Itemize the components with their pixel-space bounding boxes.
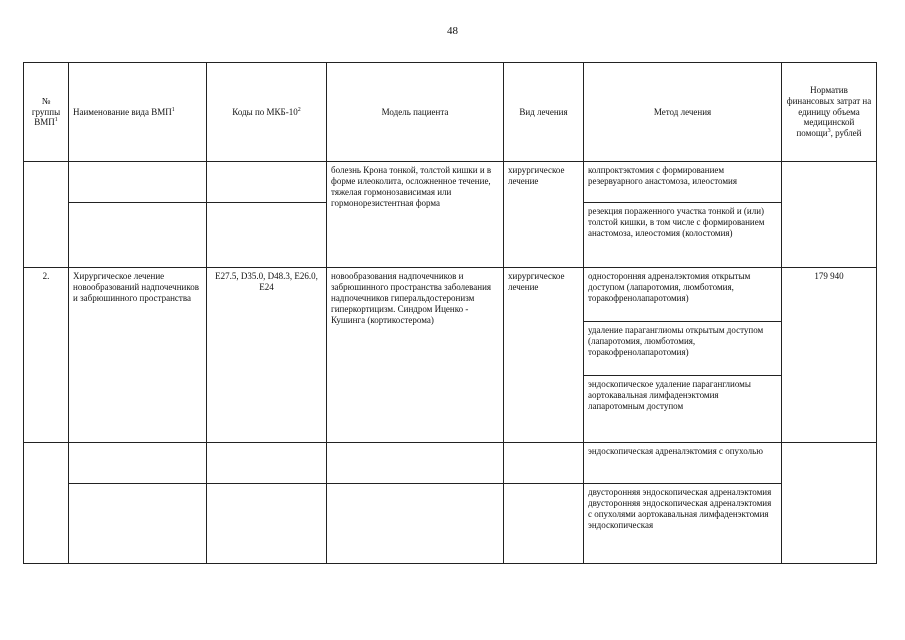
cell-codes bbox=[207, 162, 327, 203]
cell-treatment-method: колпроктэктомия с формированием резервуарного анастомоза, илеостомия bbox=[584, 162, 782, 203]
cell-patient-model: новообразования надпочечников и забрюшинного пространства заболевания надпочечников гиперальдостеронизм гиперкортицизм. Синдром Иценко - Кушинга (кортикостерома) bbox=[327, 268, 504, 443]
page-number: 48 bbox=[447, 25, 458, 37]
cell-codes bbox=[207, 443, 327, 484]
cell-norm bbox=[782, 443, 877, 564]
cell-norm bbox=[782, 162, 877, 268]
cell-treatment-method: удаление параганглиомы открытым доступом (лапаротомия, люмботомия, торакофренолапаротомия) bbox=[584, 322, 782, 376]
vmp-table bbox=[23, 62, 877, 564]
cell-group-no: 2. bbox=[24, 268, 69, 443]
cell-codes bbox=[207, 203, 327, 268]
header-group-no: № группы ВМП$^1$ bbox=[24, 63, 69, 162]
table-row bbox=[24, 484, 877, 564]
cell-patient-model bbox=[327, 484, 504, 564]
table-row bbox=[24, 443, 877, 484]
cell-treatment-method: односторонняя адреналэктомия открытым доступом (лапаротомия, люмботомия, торакофренолапаротомия) bbox=[584, 268, 782, 322]
table-header-row bbox=[24, 63, 877, 162]
cell-name bbox=[69, 203, 207, 268]
cell-treatment-method: двусторонняя эндоскопическая адреналэктомия двусторонняя эндоскопическая адреналэктомия с опухолями аортокавальная лимфаденэктомия эндоскопическая bbox=[584, 484, 782, 564]
cell-treatment-type bbox=[504, 484, 584, 564]
cell-norm: 179 940 bbox=[782, 268, 877, 443]
cell-treatment-type: хирургическое лечение bbox=[504, 268, 584, 443]
cell-codes bbox=[207, 484, 327, 564]
header-norm: Норматив финансовых затрат на единицу объема медицинской помощи$^3$, рублей bbox=[782, 63, 877, 162]
cell-codes: E27.5, D35.0, D48.3, E26.0, E24 bbox=[207, 268, 327, 443]
cell-treatment-method: эндоскопическая адреналэктомия с опухолью bbox=[584, 443, 782, 484]
cell-treatment-type bbox=[504, 443, 584, 484]
cell-treatment-method: резекция пораженного участка тонкой и (или) толстой кишки, в том числе с формированием анастомоза, илеостомия (колостомия) bbox=[584, 203, 782, 268]
cell-group-no bbox=[24, 162, 69, 268]
header-patient-model: Модель пациента bbox=[327, 63, 504, 162]
cell-name bbox=[69, 443, 207, 484]
cell-treatment-type: хирургическое лечение bbox=[504, 162, 584, 268]
table-row bbox=[24, 162, 877, 203]
header-codes: Коды по МКБ-$10^2$ bbox=[207, 63, 327, 162]
cell-name bbox=[69, 484, 207, 564]
header-name: Наименование вида ВМП$^1$ bbox=[69, 63, 207, 162]
cell-patient-model bbox=[327, 443, 504, 484]
table-row bbox=[24, 268, 877, 322]
cell-group-no bbox=[24, 443, 69, 564]
cell-name: Хирургическое лечение новообразований надпочечников и забрюшинного пространства bbox=[69, 268, 207, 443]
cell-patient-model: болезнь Крона тонкой, толстой кишки и в форме илеоколита, осложненное течение, тяжелая гормонозависимая или гормонорезистентная форма bbox=[327, 162, 504, 268]
header-treatment-type: Вид лечения bbox=[504, 63, 584, 162]
header-treatment-method: Метод лечения bbox=[584, 63, 782, 162]
cell-treatment-method: эндоскопическое удаление параганглиомы аортокавальная лимфаденэктомия лапаротомным доступом bbox=[584, 376, 782, 443]
cell-name bbox=[69, 162, 207, 203]
